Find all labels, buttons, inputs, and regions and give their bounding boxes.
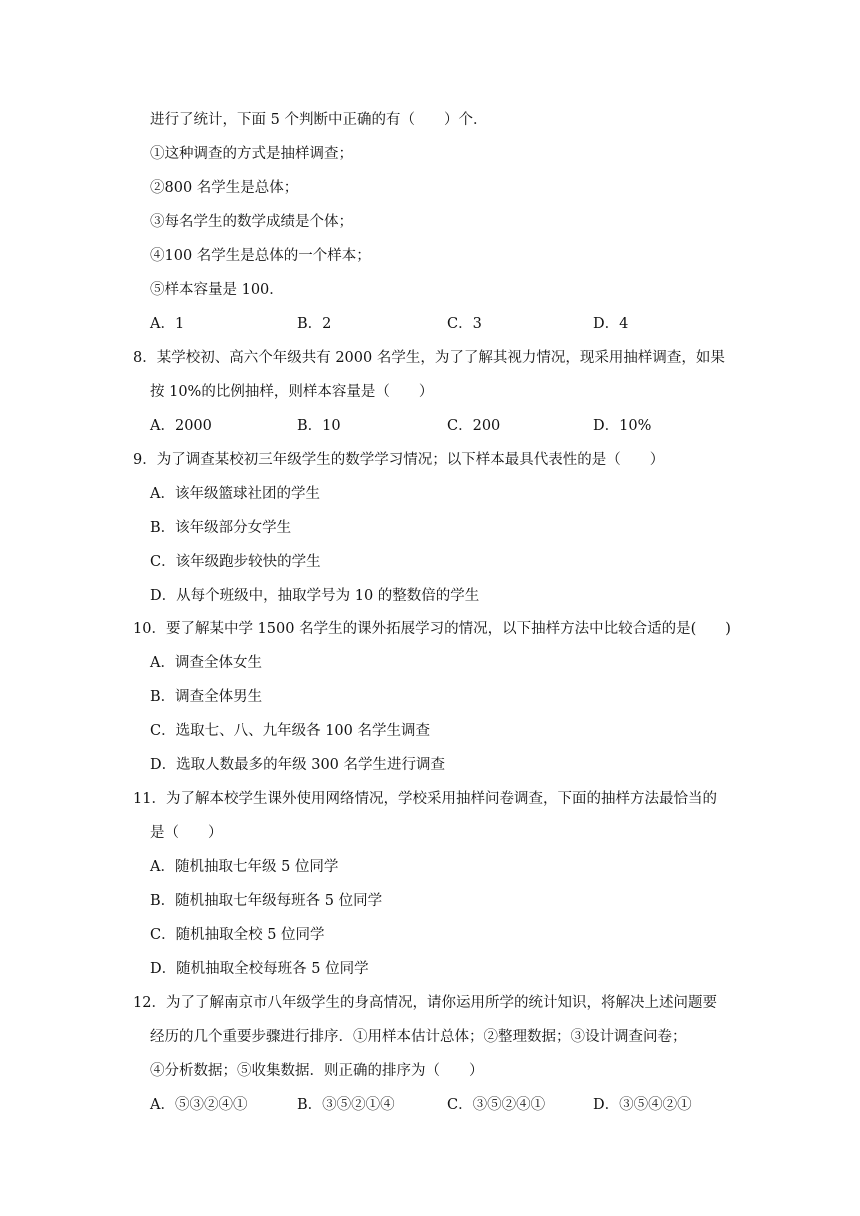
q7-option-c: C．3: [447, 316, 482, 332]
q10-stem: 10．要了解某中学 1500 名学生的课外拓展学习的情况，以下抽样方法中比较合适的是( ): [133, 621, 731, 637]
q9-stem: 9．为了调查某校初三年级学生的数学学习情况；以下样本最具代表性的是（ ）: [133, 452, 665, 468]
q11-option-a: A．随机抽取七年级 5 位同学: [150, 859, 339, 875]
q11-stem-line-2: 是（ ）: [150, 825, 223, 841]
q11-option-d: D．随机抽取全校每班各 5 位同学: [150, 961, 369, 977]
q10-option-c: C．选取七、八、九年级各 100 名学生调查: [150, 723, 430, 739]
q7-statement-5: ⑤样本容量是 100．: [150, 282, 284, 298]
q11-option-b: B．随机抽取七年级每班各 5 位同学: [150, 893, 383, 909]
q8-stem-line-1: 8．某学校初、高六个年级共有 2000 名学生，为了了解其视力情况，现采用抽样调查，如果: [133, 350, 725, 366]
q12-stem-line-1: 12．为了了解南京市八年级学生的身高情况，请你运用所学的统计知识，将解决上述问题要: [133, 995, 717, 1011]
q7-statement-4: ④100 名学生是总体的一个样本；: [150, 248, 371, 264]
q11-option-c: C．随机抽取全校 5 位同学: [150, 927, 325, 943]
q7-option-b: B．2: [297, 316, 332, 332]
q12-option-a: A．⑤③②④①: [150, 1097, 248, 1113]
q8-option-a: A．2000: [150, 418, 212, 434]
q7-statement-1: ①这种调查的方式是抽样调查；: [150, 146, 353, 162]
q11-stem-line-1: 11．为了解本校学生课外使用网络情况，学校采用抽样问卷调查，下面的抽样方法最恰当的: [133, 791, 717, 807]
q10-option-b: B．调查全体男生: [150, 689, 263, 705]
q12-option-d: D．③⑤④②①: [593, 1097, 692, 1113]
q12-stem-line-2: 经历的几个重要步骤进行排序．①用样本估计总体；②整理数据；③设计调查问卷；: [150, 1029, 687, 1045]
q7-statement-3: ③每名学生的数学成绩是个体；: [150, 214, 353, 230]
q10-option-d: D．选取人数最多的年级 300 名学生进行调查: [150, 757, 446, 773]
q8-option-b: B．10: [297, 418, 341, 434]
q7-option-a: A．1: [150, 316, 185, 332]
q12-option-c: C．③⑤②④①: [447, 1097, 546, 1113]
q7-statement-2: ②800 名学生是总体；: [150, 180, 299, 196]
q8-option-c: C．200: [447, 418, 501, 434]
q12-option-b: B．③⑤②①④: [297, 1097, 395, 1113]
q8-stem-line-2: 按 10%的比例抽样，则样本容量是（ ）: [150, 384, 434, 400]
q10-option-a: A．调查全体女生: [150, 655, 262, 671]
q12-stem-line-3: ④分析数据；⑤收集数据．则正确的排序为（ ）: [150, 1063, 484, 1079]
q9-option-a: A．该年级篮球社团的学生: [150, 486, 320, 502]
q7-option-d: D．4: [593, 316, 629, 332]
q9-option-d: D．从每个班级中，抽取学号为 10 的整数倍的学生: [150, 588, 480, 604]
q8-option-d: D．10%: [593, 418, 652, 434]
q9-option-c: C．该年级跑步较快的学生: [150, 554, 321, 570]
q7-stem-cont: 进行了统计，下面 5 个判断中正确的有（ ）个．: [150, 112, 488, 128]
q9-option-b: B．该年级部分女学生: [150, 520, 292, 536]
